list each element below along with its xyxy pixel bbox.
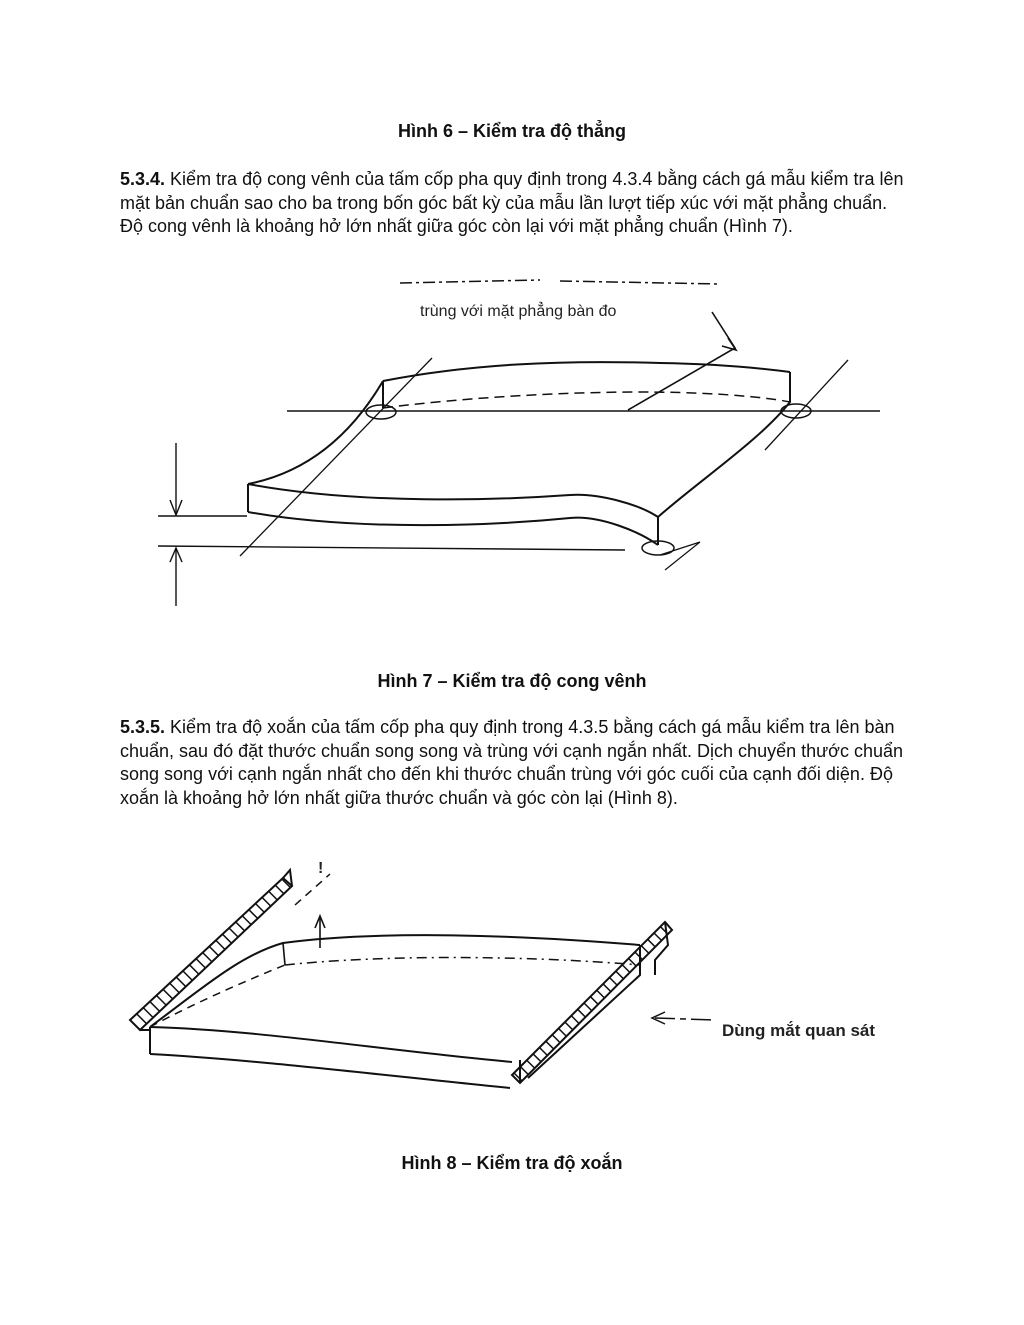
figure-8-mark: ! bbox=[318, 860, 324, 877]
figure-8-label: Dùng mắt quan sát bbox=[722, 1021, 876, 1040]
section-text: Kiểm tra độ xoắn của tấm cốp pha quy định trong 4.3.5 bằng cách gá mẫu kiểm tra lên bàn chuẩn, sau đó đặt thước chuẩn song song và trùng với cạnh ngắn nhất. Dịch chuyển thước chuẩn song song với cạnh ngắn nhất cho đến khi thước chuẩn trùng với góc cuối của cạnh đối diện. Độ xoắn là khoảng hở lớn nhất giữa thước chuẩn và góc còn lại (Hình 8). bbox=[120, 717, 904, 808]
section-number: 5.3.4. bbox=[120, 169, 166, 189]
section-5-3-4 bbox=[120, 168, 910, 239]
figure-8-caption: Hình 8 – Kiểm tra độ xoắn bbox=[401, 1153, 623, 1173]
figure-7-caption: Hình 7 – Kiểm tra độ cong vênh bbox=[377, 671, 647, 691]
figure-7-diagram bbox=[0, 270, 1024, 620]
section-5-3-5 bbox=[120, 716, 910, 810]
section-number: 5.3.5. bbox=[120, 717, 166, 737]
figure-7-label: trùng với mặt phẳng bàn đo bbox=[420, 303, 617, 320]
figure-6-caption: Hình 6 – Kiểm tra độ thẳng bbox=[397, 121, 627, 141]
figure-8-diagram bbox=[0, 845, 1024, 1100]
section-text: Kiểm tra độ cong vênh của tấm cốp pha quy định trong 4.3.4 bằng cách gá mẫu kiểm tra lên mặt bản chuẩn sao cho ba trong bốn góc bất kỳ của mẫu lần lượt tiếp xúc với mặt phẳng chuẩn. Độ cong vênh là khoảng hở lớn nhất giữa góc còn lại với mặt phẳng chuẩn (Hình 7). bbox=[120, 169, 904, 236]
